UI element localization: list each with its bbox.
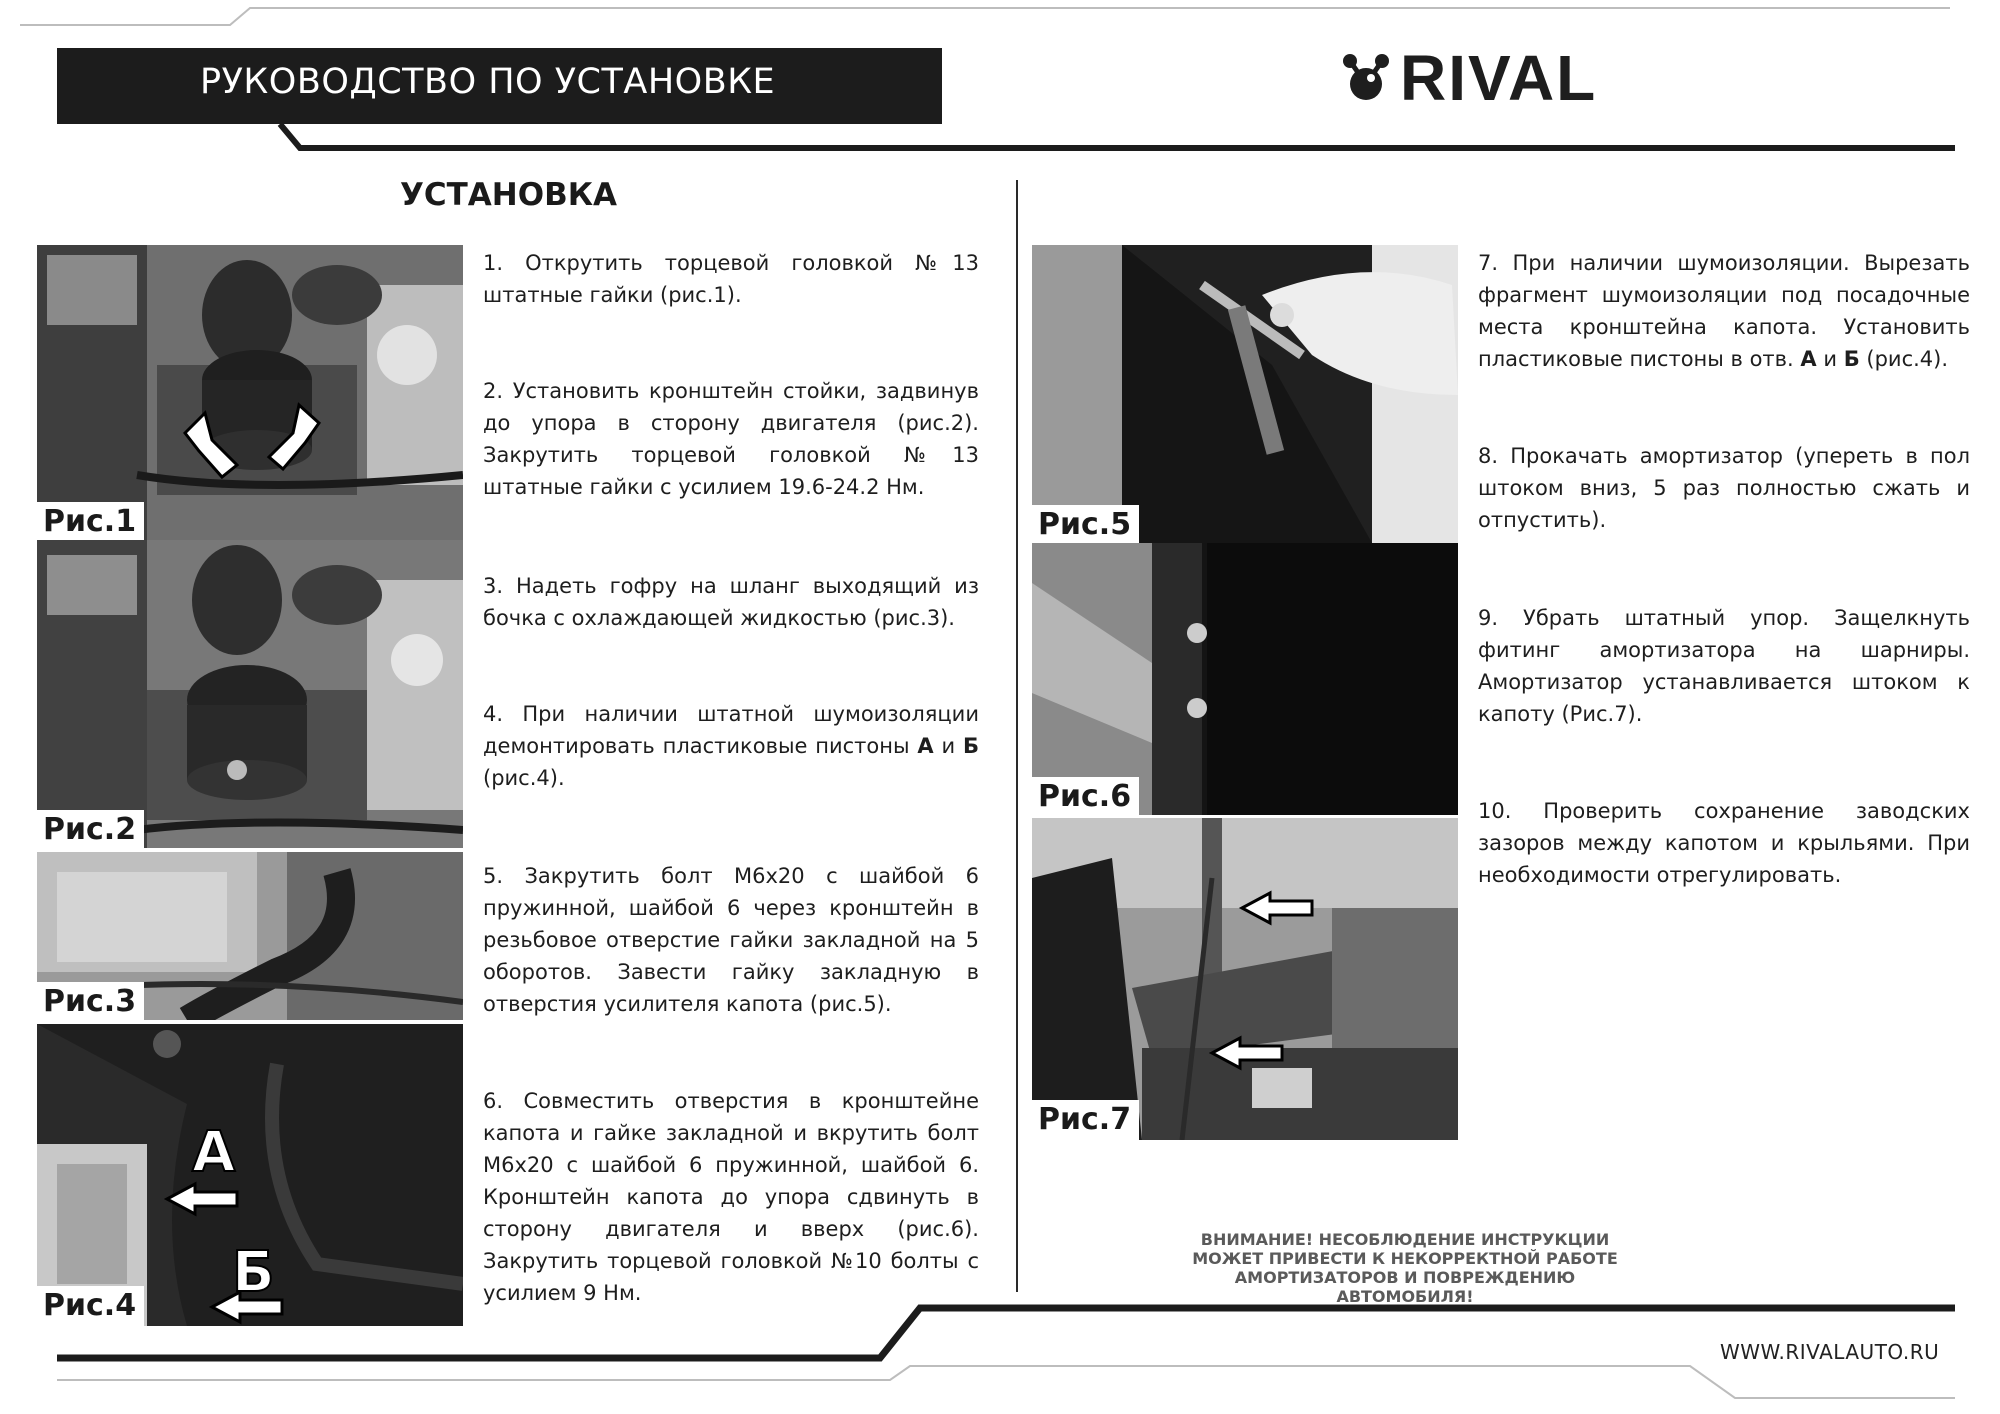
footer-decoration (0, 1290, 2000, 1414)
figure-5-caption: Рис.5 (1032, 505, 1139, 545)
step-8: 8. Прокачать амортизатор (упереть в пол штоком вниз, 5 раз полностью сжать и отпустить). (1478, 444, 1970, 532)
rival-logo-icon (1342, 52, 1394, 104)
step-1: 1. Открутить торцевой головкой №13 штатные гайки (рис.1). (483, 251, 979, 307)
section-title: УСТАНОВКА (400, 177, 618, 213)
warning-notice: ВНИМАНИЕ! НЕСОБЛЮДЕНИЕ ИНСТРУКЦИИ МОЖЕТ ПРИВЕСТИ К НЕКОРРЕКТНОЙ РАБОТЕ АМОРТИЗАТОРОВ И ПОВРЕЖДЕНИЮ АВТОМОБИЛЯ! (1192, 1230, 1618, 1306)
step-5: 5. Закрутить болт М6х20 с шайбой 6 пружинной, шайбой 6 через кронштейн в резьбовое отверстие гайки закладной на 5 оборотов. Завести гайку закладную в отверстия усилителя капота (рис.5). (483, 864, 979, 1016)
figure-6-photo (1032, 543, 1458, 815)
rival-logo (1342, 42, 1598, 114)
figure-1-photo (37, 245, 463, 540)
figure-4-label-a: А (192, 1120, 236, 1185)
figure-4-caption: Рис.4 (37, 1286, 144, 1326)
column-divider (1016, 180, 1018, 1292)
figure-6-caption: Рис.6 (1032, 777, 1139, 817)
step-9: 9. Убрать штатный упор. Защелкнуть фитинг амортизатора на шарниры. Амортизатор устанавливается штоком к капоту (Рис.7). (1478, 606, 1970, 726)
step-2: 2. Установить кронштейн стойки, задвинув до упора в сторону двигателя (рис.2). Закрутить торцевой головкой №13 штатные гайки с усилием 19.6-24.2 Нм. (483, 379, 979, 499)
step-3: 3. Надеть гофру на шланг выходящий из бочка с охлаждающей жидкостью (рис.3). (483, 574, 979, 630)
step-4: 4. При наличии штатной шумоизоляции демонтировать пластиковые пистоны А и Б (рис.4). (483, 702, 979, 790)
figure-4-label-b: Б (232, 1240, 275, 1305)
figure-5-photo (1032, 245, 1458, 543)
step-6: 6. Совместить отверстия в кронштейне капота и гайке закладной и вкрутить болт М6х20 с шайбой 6 пружинной, шайбой 6. Кронштейн капота до упора сдвинуть в сторону двигателя и вверх (рис.6). Закрутить торцевой головкой №10 болты с усилием 9 Нм. (483, 1089, 979, 1305)
footer-website-link[interactable]: WWW.RIVALAUTO.RU (1720, 1340, 1940, 1364)
figure-2-photo (37, 540, 463, 848)
figure-7-caption: Рис.7 (1032, 1100, 1139, 1140)
step-10: 10. Проверить сохранение заводских зазоров между капотом и крыльями. При необходимости отрегулировать. (1478, 799, 1970, 887)
figure-2-caption: Рис.2 (37, 810, 144, 850)
figure-3-caption: Рис.3 (37, 982, 144, 1022)
figure-7-photo (1032, 818, 1458, 1140)
page-header-title: РУКОВОДСТВО ПО УСТАНОВКЕ (200, 62, 776, 102)
step-7: 7. При наличии шумоизоляции. Вырезать фрагмент шумоизоляции под посадочные места кронштейна капота. Установить пластиковые пистоны в отв. А и Б (рис.4). (1478, 251, 1970, 371)
figure-1-caption: Рис.1 (37, 502, 144, 542)
rival-logo-text: RIVAL (1400, 42, 1598, 114)
